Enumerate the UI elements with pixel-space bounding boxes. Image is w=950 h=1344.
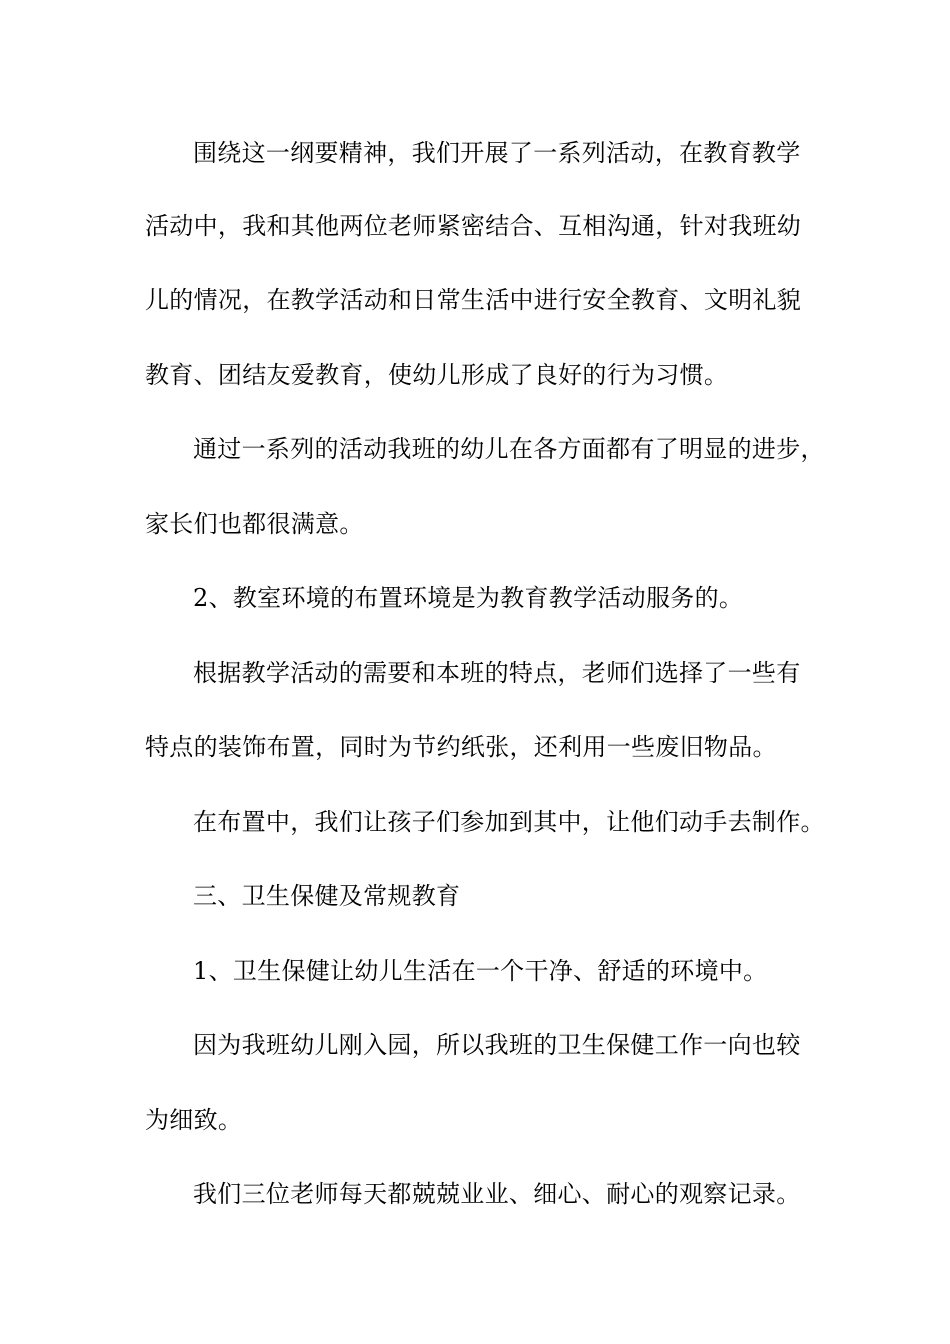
paragraph-line: 围绕这一纲要精神，我们开展了一系列活动，在教育教学 — [193, 139, 801, 167]
paragraph-line: 根据教学活动的需要和本班的特点，老师们选择了一些有 — [193, 659, 801, 687]
paragraph-line: 因为我班幼儿刚入园，所以我班的卫生保健工作一向也较 — [193, 1031, 801, 1059]
paragraph-line: 我们三位老师每天都兢兢业业、细心、耐心的观察记录。 — [193, 1180, 801, 1208]
paragraph-line: 活动中，我和其他两位老师紧密结合、互相沟通，针对我班幼 — [145, 212, 802, 240]
section-heading: 2、教室环境的布置环境是为教育教学活动服务的。 — [193, 584, 744, 612]
section-heading: 1、卫生保健让幼儿生活在一个干净、舒适的环境中。 — [193, 957, 768, 985]
paragraph-line: 特点的装饰布置，同时为节约纸张，还利用一些废旧物品。 — [145, 733, 777, 761]
paragraph-line: 教育、团结友爱教育，使幼儿形成了良好的行为习惯。 — [145, 361, 729, 389]
section-heading: 三、卫生保健及常规教育 — [193, 882, 461, 910]
paragraph-line: 通过一系列的活动我班的幼儿在各方面都有了明显的进步， — [193, 435, 825, 463]
paragraph-line: 家长们也都很满意。 — [145, 510, 364, 538]
paragraph-line: 儿的情况，在教学活动和日常生活中进行安全教育、文明礼貌 — [145, 286, 802, 314]
paragraph-line: 在布置中，我们让孩子们参加到其中，让他们动手去制作。 — [193, 808, 825, 836]
paragraph-line: 为细致。 — [145, 1106, 243, 1134]
